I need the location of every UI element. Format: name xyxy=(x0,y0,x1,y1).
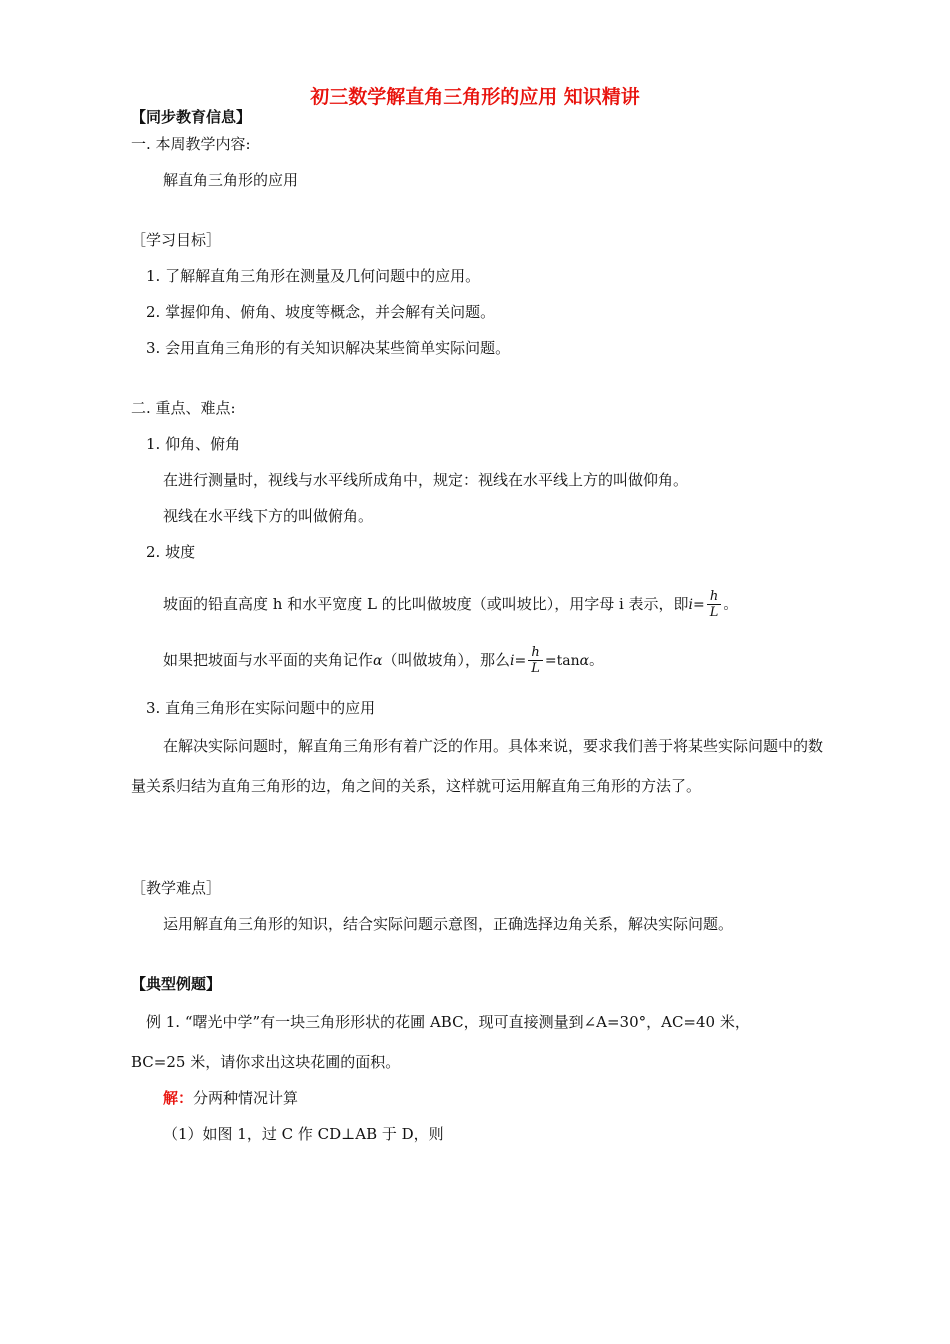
formula-i: i xyxy=(688,597,694,613)
formula-tan: tan xyxy=(556,653,580,669)
slope-definition-text: 坡面的铅直高度 h 和水平宽度 L 的比叫做坡度（或叫坡比），用字母 i 表示，即 xyxy=(163,595,689,613)
part1-heading: 一. 本周教学内容: xyxy=(131,135,251,153)
part2-heading: 二. 重点、难点: xyxy=(131,399,236,417)
solution-case1: （1）如图 1，过 C 作 CD⊥AB 于 D，则 xyxy=(163,1125,444,1143)
point1-line2: 视线在水平线下方的叫做俯角。 xyxy=(163,507,374,525)
slope-definition-line xyxy=(163,586,737,623)
objectives-heading: ［学习目标］ xyxy=(131,231,222,249)
solution-label: 解： xyxy=(163,1089,194,1107)
point1-line1: 在进行测量时，视线与水平线所成角中，规定：视线在水平线上方的叫做仰角。 xyxy=(163,471,689,489)
example1-line2: BC=25 米，请你求出这块花圃的面积。 xyxy=(131,1053,401,1071)
slope-tan-formula xyxy=(510,645,604,676)
solution-line xyxy=(163,1088,298,1108)
formula-i: i xyxy=(510,653,515,669)
objective-item: 1. 了解解直角三角形在测量及几何问题中的应用。 xyxy=(146,267,481,285)
formula-eq: = xyxy=(693,597,705,613)
examples-heading: 【典型例题】 xyxy=(131,975,222,993)
point3-paragraph: 在解决实际问题时，解直角三角形有着广泛的作用。具体来说，要求我们善于将某些实际问题中的数量关系归结为直角三角形的边，角之间的关系，这样就可运用解直角三角形的方法了。 xyxy=(131,737,824,795)
example1-line1: 例 1. “曙光中学”有一块三角形形状的花圃 ABC，现可直接测量到∠A=30°，AC=40 米， xyxy=(146,1013,750,1031)
solution-text: 分两种情况计算 xyxy=(193,1089,299,1107)
part1-content: 解直角三角形的应用 xyxy=(163,171,299,189)
fraction-denominator: L xyxy=(709,605,719,620)
alpha-symbol: α xyxy=(579,653,590,669)
difficulty-text: 运用解直角三角形的知识，结合实际问题示意图，正确选择边角关系，解决实际问题。 xyxy=(163,915,734,933)
formula-fraction xyxy=(707,589,722,621)
objective-item: 2. 掌握仰角、俯角、坡度等概念，并会解有关问题。 xyxy=(146,303,496,321)
formula-end: 。 xyxy=(723,597,738,613)
fraction-numerator: h xyxy=(707,589,722,605)
slope-angle-text-b: （叫做坡角），那么 xyxy=(382,651,510,669)
formula-eq: = xyxy=(514,653,527,669)
point1-title: 1. 仰角、俯角 xyxy=(146,435,241,453)
difficulty-heading: ［教学难点］ xyxy=(131,879,222,897)
point3-title: 3. 直角三角形在实际问题中的应用 xyxy=(146,699,376,717)
page-title: 初三数学解直角三角形的应用 知识精讲 xyxy=(310,86,640,108)
objective-item: 3. 会用直角三角形的有关知识解决某些简单实际问题。 xyxy=(146,339,511,357)
formula-end: 。 xyxy=(589,653,604,669)
slope-angle-line xyxy=(163,642,603,679)
fraction-numerator: h xyxy=(528,645,543,661)
formula-eq: = xyxy=(544,653,557,669)
fraction-denominator: L xyxy=(531,661,540,676)
slope-angle-text: 如果把坡面与水平面的夹角记作 xyxy=(163,651,374,669)
point2-title: 2. 坡度 xyxy=(146,543,196,561)
formula-fraction xyxy=(528,645,543,677)
slope-formula xyxy=(688,589,738,620)
section-sync-heading: 【同步教育信息】 xyxy=(131,108,252,126)
alpha-symbol: α xyxy=(373,653,383,669)
